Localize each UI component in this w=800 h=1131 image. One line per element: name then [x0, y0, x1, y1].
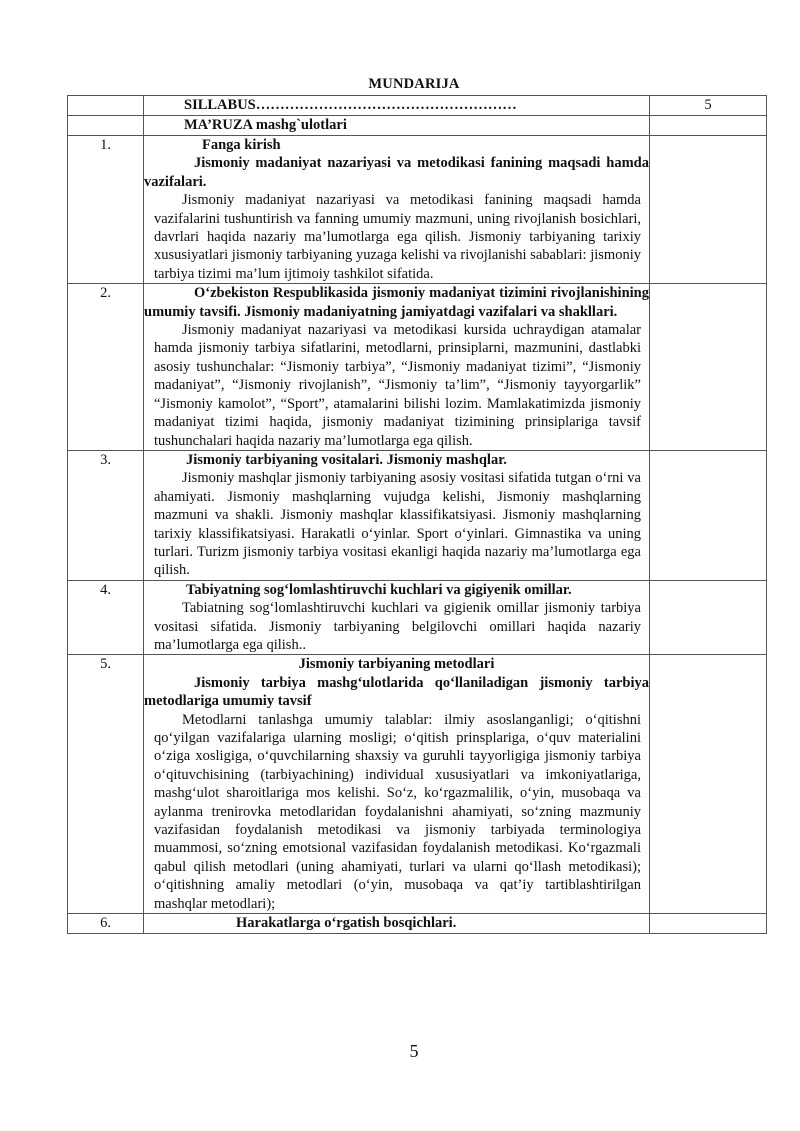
toc-content-cell — [144, 284, 650, 451]
toc-item-number: 1. — [68, 136, 144, 284]
item-subtitle: Jismoniy tarbiya mashg‘ulotlarida qo‘llaniladigan jismoniy tarbiya metodlariga umumiy tavsif — [144, 674, 649, 710]
item-title: Harakatlarga o‘rgatish bosqichlari. — [236, 915, 457, 932]
toc-page-cell — [650, 450, 767, 580]
page-number: 5 — [409, 1041, 419, 1061]
toc-row-item-2 — [68, 284, 767, 451]
toc-page-cell — [650, 136, 767, 284]
toc-content-cell — [144, 914, 650, 934]
toc-row-syllabus — [68, 96, 767, 116]
item-title: Jismoniy tarbiyaning vositalari. Jismoniy mashqlar. — [186, 451, 507, 468]
toc-content-cell — [144, 655, 650, 914]
toc-item-number: 3. — [68, 450, 144, 580]
toc-num-cell — [68, 96, 144, 116]
toc-content-cell — [144, 450, 650, 580]
toc-row-item-3 — [68, 450, 767, 580]
toc-content-cell — [144, 96, 650, 116]
toc-page-cell — [650, 655, 767, 914]
item-title: O‘zbekiston Respublikasida jismoniy madaniyat tizimini rivojlanishining umumiy tavsifi. Jismoniy madaniyatning jamiyatdagi vazifalari va shakllari. — [144, 285, 649, 320]
item-description: Jismoniy madaniyat nazariyasi va metodikasi fanining maqsadi hamda vazifalarini tushuntirish va fanning umumiy mazmuni, uning rivojlanish bosichlari, davrlari haqida nazariy ma’lumotlarga ega qilish. Jismoniy tarbiyaning tarixiy xususiyatlari jismoniy tarbiyaning yuzaga kelishi va rivojlanishi sabablari: jismoniy tarbiya tizimi ma’lum ijtimoiy tashkilot sifatida. — [154, 192, 641, 282]
toc-item-number: 5. — [68, 655, 144, 914]
item-subtitle: Jismoniy madaniyat nazariyasi va metodikasi fanining maqsadi hamda vazifalari. — [144, 155, 649, 190]
toc-page-cell — [650, 284, 767, 451]
item-description: Jismoniy mashqlar jismoniy tarbiyaning asosiy vositasi sifatida tutgan o‘rni va ahamiyati. Jismoniy mashqlarning vujudga kelishi, Jismoniy mashqlarning mazmuni va shakli. Jismoniy mashqlar klassifikatsiyasi. Jismoniy mashqlarning tarixiy klassifikatsiyasi. Harakatli o‘yinlar. Sport o‘yinlari. Gimnastika va uning turlari. Turizm jismoniy tarbiya vositasi ekanligi haqida nazariy ma’lumotlarga ega qilish. — [154, 470, 641, 579]
lectures-header: MA’RUZA mashg`ulotlari — [184, 117, 347, 133]
item-title: Tabiyatning sog‘lomlashtiruvchi kuchlari va gigiyenik omillar. — [186, 581, 572, 598]
toc-row-item-5 — [68, 655, 767, 914]
toc-content-cell — [144, 136, 650, 284]
toc-item-number: 4. — [68, 580, 144, 655]
toc-row-lectures-header — [68, 116, 767, 136]
item-title: Fanga kirish — [202, 137, 281, 153]
toc-item-number: 6. — [68, 914, 144, 934]
toc-page-cell — [650, 580, 767, 655]
syllabus-label: SILLABUS……………………………………………… — [184, 97, 517, 113]
toc-row-item-4 — [68, 580, 767, 655]
toc-page-cell — [650, 914, 767, 934]
item-description: Tabiatning sog‘lomlashtiruvchi kuchlari va gigienik omillar jismoniy tarbiya vositasi sifatida. Jismoniy tarbiyaning belgilovchi omillari haqida nazariy ma’lumotlarga ega qilish.. — [154, 600, 641, 653]
toc-content-cell — [144, 580, 650, 655]
item-description: Metodlarni tanlashga umumiy talablar: ilmiy asoslanganligi; o‘qitishni qo‘yilgan vazifalariga ularning mosligi; o‘qitish prinsplariga, o‘quv materialini o‘ziga xosligiga, o‘quvchilarning shaxsiy va guruhli tayyorligiga jismoniy tarbiya o‘qituvchisining (tarbiyachining) individual xususiyatlari va imkoniyatlariga, mashg‘ulot sharoitlariga mos kelishi. So‘z, ko‘rgazmalilik, o‘yin, musobaqa va aylanma trenirovka metodlaridan foydalanishni ahamiyati, so‘zning mazmuniy vazifasidan foydalanish metodikasi va jismoniy tarbiyada terminologiya muammosi, so‘zning emotsional vazifasidan foydalanish metodikasi. Ko‘rgazmali qabul qilish metodlari (uning ahamiyati, turlari va ularni qo‘llash metodikasi); o‘qitishning amaliy metodlari (o‘yin, musobaqa va qat’iy tartiblashtirilgan mashqlar metodlari); — [154, 711, 641, 912]
toc-item-number: 2. — [68, 284, 144, 451]
toc-table — [67, 95, 767, 934]
toc-row-item-6 — [68, 914, 767, 934]
item-description: Jismoniy madaniyat nazariyasi va metodikasi kursida uchraydigan atamalar hamda jismoniy tarbiya sifatlarini, metodlarni, prinsiplarni, mazmunini, dastlabki asosiy tushunchalar: “Jismoniy tarbiya”, “Jismoniy madaniyat tizimi”, “Jismoniy madaniyat”, “Jismoniy rivojlanish”, “Jismoniy ta’lim”, “Jismoniy tayyorgarlik” “Jismoniy kamolot”, “Sport”, atamalarini bilishi lozim. Mamlakatimizda jismoniy madaniyat tizimi haqida, jismoniy madaniyat tizimining prinsiplariga tavsif tushunchalari haqida nazariy ma’lumotlarga ega qilish. — [154, 322, 641, 449]
item-title: Jismoniy tarbiyaning metodlari — [298, 656, 495, 673]
document-heading: MUNDARIJA — [368, 76, 460, 92]
toc-page-cell — [650, 116, 767, 136]
toc-page-cell: 5 — [650, 96, 767, 116]
toc-num-cell — [68, 116, 144, 136]
toc-content-cell — [144, 116, 650, 136]
toc-row-item-1 — [68, 136, 767, 284]
